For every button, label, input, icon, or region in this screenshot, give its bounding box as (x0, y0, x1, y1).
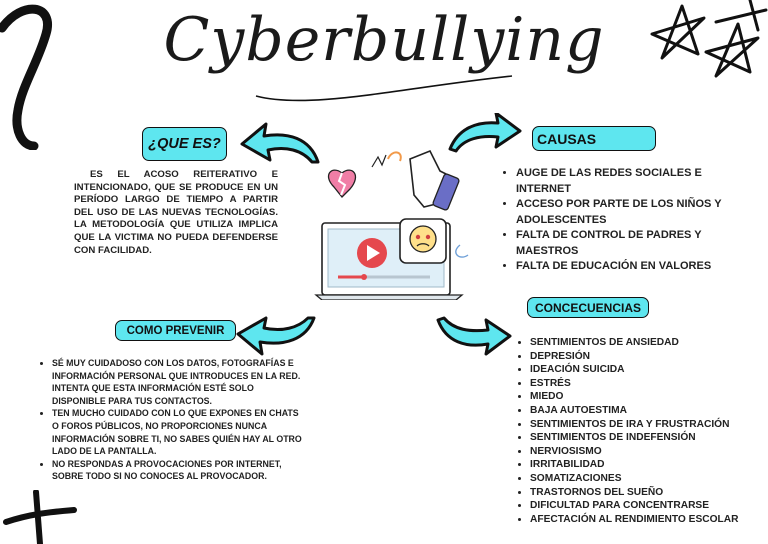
list-item: • SENTIMIENTOS DE INDEFENSIÓN (530, 431, 768, 445)
prevenir-list (38, 357, 302, 483)
list-item: • FALTA DE CONTROL DE PADRES Y MAESTROS (516, 228, 748, 259)
que-es-text: ES EL ACOSO REITERATIVO E INTENCIONADO, QUE SE PRODUCE EN UN PERÍODO LARGO DE TIEMPO A PARTIR DEL USO DE LAS NUEVAS TECNOLOGÍAS. LA METODOLOGÍA QUE UTILIZA IMPLICA QUE LA VICTIMA NO PUEDA DEFENDERSE CON FACILIDAD. (74, 169, 278, 256)
list-item: • IDEACIÓN SUICIDA (530, 363, 768, 377)
list-item: • MIEDO (530, 390, 768, 404)
list-item: • TRASTORNOS DEL SUEÑO (530, 486, 768, 500)
list-item: • AFECTACIÓN AL RENDIMIENTO ESCOLAR (530, 513, 768, 527)
causas-heading (532, 126, 656, 151)
list-item: • IRRITABILIDAD (530, 458, 768, 472)
list-item: • DEPRESIÓN (530, 350, 768, 364)
prevenir-heading (115, 320, 236, 341)
list-item: • ESTRÉS (530, 377, 768, 391)
consecuencias-heading-label: CONCECUENCIAS (534, 300, 641, 315)
page-title: Cyberbullying (163, 5, 605, 75)
list-item: • NERVIOSISMO (530, 445, 768, 459)
list-item: • SENTIMIENTOS DE ANSIEDAD (530, 336, 768, 350)
consecuencias-list (516, 336, 768, 526)
list-item: • NO RESPONDAS A PROVOCACIONES POR INTERNET, SOBRE TODO SI NO CONOCES AL PROVOCADOR. (52, 458, 302, 483)
consecuencias-heading (527, 297, 649, 318)
list-item: • BAJA AUTOESTIMA (530, 404, 768, 418)
causas-list (502, 166, 748, 275)
arrow-icon (434, 316, 512, 358)
list-item: • AUGE DE LAS REDES SOCIALES E INTERNET (516, 166, 748, 197)
prevenir-heading-label: COMO PREVENIR (126, 324, 225, 337)
list-item: • TEN MUCHO CUIDADO CON LO QUE EXPONES EN CHATS O FOROS PÚBLICOS, NO PROPORCIONES NUNCA INFORMACIÓN SOBRE TI, NO SABES QUIÉN HAY AL OTRO LADO DE LA PANTALLA. (52, 407, 302, 457)
list-item: • SÉ MUY CUIDADOSO CON LOS DATOS, FOTOGRAFÍAS E INFORMACIÓN PERSONAL QUE INTRODUCES EN LA RED. INTENTA QUE ESTA INFORMACIÓN ESTÉ SOLO DISPONIBLE PARA TUS CONTACTOS. (52, 357, 302, 407)
causas-heading-label: CAUSAS (537, 130, 597, 147)
cross-doodle-bottom-left (0, 490, 80, 544)
list-item: • DIFICULTAD PARA CONCENTRARSE (530, 499, 768, 513)
list-item: • FALTA DE EDUCACIÓN EN VALORES (516, 259, 748, 275)
list-item: • ACCESO POR PARTE DE LOS NIÑOS Y ADOLESCENTES (516, 197, 748, 228)
arrow-icon (240, 118, 322, 166)
arrow-icon (236, 314, 318, 362)
que-es-heading-label: ¿QUE ES? (148, 136, 221, 152)
list-item: • SOMATIZACIONES (530, 472, 768, 486)
laptop-illustration (312, 145, 482, 300)
title-flourish (250, 66, 520, 116)
que-es-heading (142, 127, 227, 161)
list-item: • SENTIMIENTOS DE IRA Y FRUSTRACIÓN (530, 418, 768, 432)
